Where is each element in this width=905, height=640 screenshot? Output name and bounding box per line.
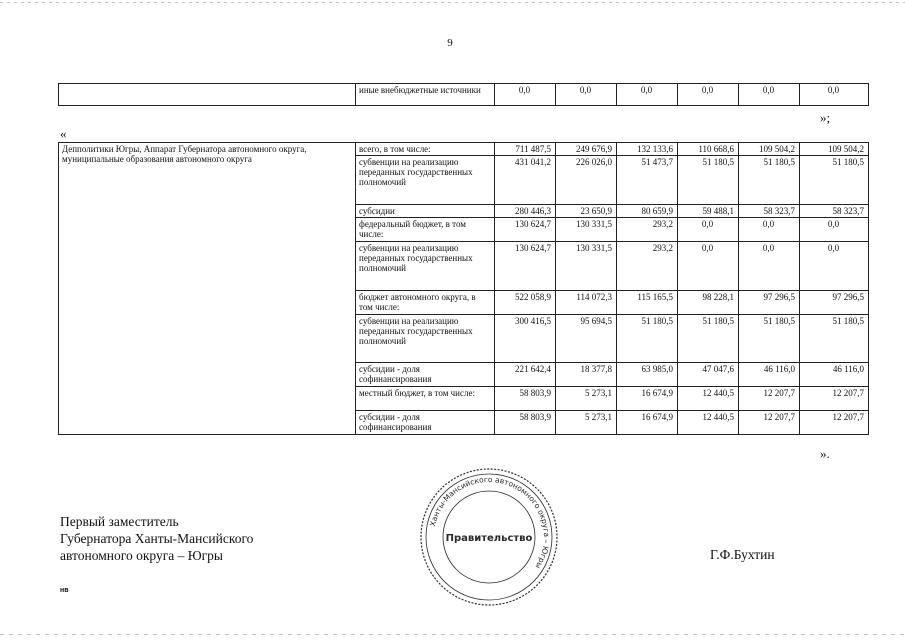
- top-table-value: 0,0: [556, 84, 617, 106]
- row-value: 109 504,2: [739, 143, 800, 156]
- top-table-label: иные внебюджетные источники: [356, 84, 495, 106]
- official-stamp: [418, 466, 560, 608]
- row-value: 12 207,7: [800, 411, 869, 435]
- row-value: 12 440,5: [678, 411, 739, 435]
- signatory-title-line: Первый заместитель: [60, 514, 179, 529]
- responsible-executor-cell: Депполитики Югры, Аппарат Губернатора автономного округа, муниципальные образования автономного округа: [59, 143, 356, 435]
- row-value: 0,0: [739, 242, 800, 291]
- row-value: 431 041,2: [495, 156, 556, 205]
- row-value: 51 180,5: [739, 156, 800, 205]
- signatory-name: Г.Ф.Бухтин: [710, 547, 775, 562]
- page-number: 9: [447, 37, 453, 49]
- stamp-center-text: Правительство: [445, 533, 533, 544]
- row-label: субсидии: [356, 205, 495, 218]
- row-value: 0,0: [800, 242, 869, 291]
- row-value: 58 323,7: [800, 205, 869, 218]
- row-label: субвенции на реализацию переданных государственных полномочий: [356, 156, 495, 205]
- scan-edge-bottom: [0, 634, 905, 635]
- top-table-row: [59, 84, 869, 106]
- row-label: всего, в том числе:: [356, 143, 495, 156]
- top-table-value: 0,0: [678, 84, 739, 106]
- row-value: 226 026,0: [556, 156, 617, 205]
- row-value: 12 207,7: [739, 411, 800, 435]
- row-value: 51 180,5: [739, 315, 800, 363]
- row-value: 46 116,0: [800, 363, 869, 387]
- row-value: 293,2: [617, 218, 678, 242]
- top-table-value: 0,0: [739, 84, 800, 106]
- row-value: 97 296,5: [800, 291, 869, 315]
- row-value: 12 440,5: [678, 387, 739, 411]
- signatory-title-line: автономного округа – Югры: [60, 548, 223, 563]
- row-value: 51 180,5: [617, 315, 678, 363]
- row-value: 0,0: [739, 218, 800, 242]
- closing-quote-period: ».: [820, 446, 830, 461]
- row-value: 59 488,1: [678, 205, 739, 218]
- top-table-value: 0,0: [800, 84, 869, 106]
- row-value: 51 473,7: [617, 156, 678, 205]
- top-table: [58, 83, 869, 106]
- row-value: 0,0: [678, 242, 739, 291]
- row-label: местный бюджет, в том числе:: [356, 387, 495, 411]
- row-value: 130 624,7: [495, 218, 556, 242]
- top-table-value: 0,0: [617, 84, 678, 106]
- row-value: 47 047,6: [678, 363, 739, 387]
- row-value: 18 377,8: [556, 363, 617, 387]
- executor-initials: нв: [60, 587, 69, 594]
- row-label: субвенции на реализацию переданных государственных полномочий: [356, 242, 495, 291]
- row-value: 249 676,9: [556, 143, 617, 156]
- row-value: 23 650,9: [556, 205, 617, 218]
- main-table: [58, 142, 869, 435]
- row-value: 95 694,5: [556, 315, 617, 363]
- row-value: 110 668,6: [678, 143, 739, 156]
- row-value: 58 803,9: [495, 387, 556, 411]
- row-value: 109 504,2: [800, 143, 869, 156]
- top-table-value: 0,0: [495, 84, 556, 106]
- opening-quote: «: [60, 126, 67, 141]
- row-label: федеральный бюджет, в том числе:: [356, 218, 495, 242]
- row-value: 221 642,4: [495, 363, 556, 387]
- row-value: 132 133,6: [617, 143, 678, 156]
- row-value: 16 674,9: [617, 411, 678, 435]
- row-value: 16 674,9: [617, 387, 678, 411]
- row-label: субвенции на реализацию переданных государственных полномочий: [356, 315, 495, 363]
- row-label: бюджет автономного округа, в том числе:: [356, 291, 495, 315]
- row-value: 12 207,7: [800, 387, 869, 411]
- row-value: 300 416,5: [495, 315, 556, 363]
- row-value: 51 180,5: [800, 156, 869, 205]
- row-value: 98 228,1: [678, 291, 739, 315]
- table-row: [59, 143, 869, 156]
- row-label: субсидии - доля софинансирования: [356, 363, 495, 387]
- signatory-title-line: Губернатора Ханты-Мансийского: [60, 531, 254, 546]
- row-value: 115 165,5: [617, 291, 678, 315]
- stamp-ring-text: Ханты-Мансийского автономного округа – Югры: [428, 474, 552, 571]
- row-label: субсидии - доля софинансирования: [356, 411, 495, 435]
- row-value: 0,0: [678, 218, 739, 242]
- row-value: 51 180,5: [678, 156, 739, 205]
- row-value: 51 180,5: [800, 315, 869, 363]
- row-value: 46 116,0: [739, 363, 800, 387]
- row-value: 80 659,9: [617, 205, 678, 218]
- row-value: 130 624,7: [495, 242, 556, 291]
- row-value: 130 331,5: [556, 242, 617, 291]
- row-value: 97 296,5: [739, 291, 800, 315]
- row-value: 51 180,5: [678, 315, 739, 363]
- row-value: 293,2: [617, 242, 678, 291]
- row-value: 114 072,3: [556, 291, 617, 315]
- row-value: 58 323,7: [739, 205, 800, 218]
- scan-edge-top: [0, 2, 905, 3]
- row-value: 12 207,7: [739, 387, 800, 411]
- top-table-empty-cell: [59, 84, 356, 106]
- row-value: 280 446,3: [495, 205, 556, 218]
- closing-quote-semicolon: »;: [820, 110, 831, 125]
- row-value: 5 273,1: [556, 387, 617, 411]
- row-value: 711 487,5: [495, 143, 556, 156]
- row-value: 522 058,9: [495, 291, 556, 315]
- row-value: 5 273,1: [556, 411, 617, 435]
- row-value: 58 803,9: [495, 411, 556, 435]
- row-value: 130 331,5: [556, 218, 617, 242]
- signatory-title: [60, 513, 253, 564]
- row-value: 63 985,0: [617, 363, 678, 387]
- row-value: 0,0: [800, 218, 869, 242]
